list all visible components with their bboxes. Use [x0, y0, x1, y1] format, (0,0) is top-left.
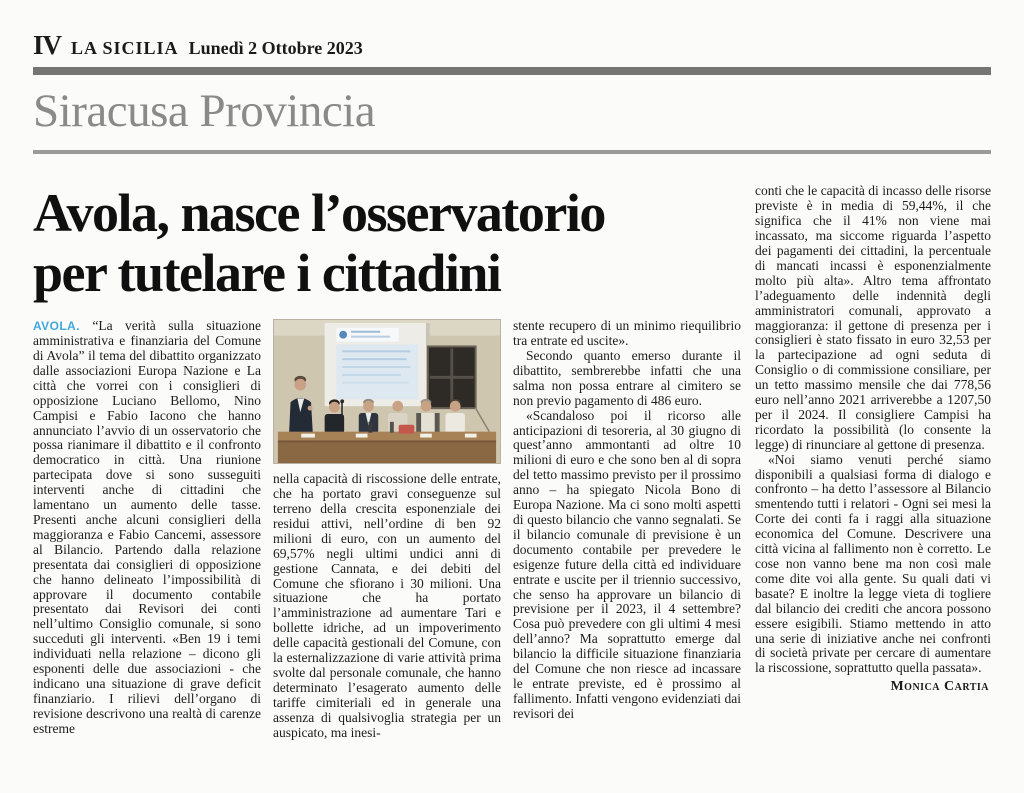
page-number: IV	[33, 30, 62, 60]
edition-date: Lunedì 2 Ottobre 2023	[188, 38, 363, 58]
article-paragraph: «Scandaloso poi il ricorso alle anticipazioni di tesoreria, al 30 giugno di quest’anno ammontanti ad oltre 10 milioni di euro e che sono ben al di sopra del tetto massimo previsto per il prossimo anno – ha spiegato Nicola Bono di Europa Nazione. Ma ci sono molti aspetti di questo bilancio che vanno segnalati. Se il bilancio comunale di previsione è un documento contabile per prevedere le esigenze future della città ed individuare entrate e uscite per il triennio successivo, che senso ha approvare un bilancio di previsione per il 2023, il 4 settembre? Cosa può prevedere con gli ultimi 4 mesi dell’anno? Ma soprattutto emerge dal bilancio la difficile situazione finanziaria del Comune che non riesce ad incassare le entrate previste, ed è prossimo al fallimento. Infatti vengono evidenziati dai revisori dei	[513, 407, 741, 721]
article-paragraph: stente recupero di un minimo riequilibrio tra entrate ed uscite».	[513, 319, 741, 349]
article-photo	[273, 319, 501, 464]
headline-line-2: per tutelare i cittadini	[33, 243, 501, 304]
article-paragraph: Secondo quanto emerso durante il dibattito, sembrerebbe infatti che una salma non possa entrare al cimitero se non previo pagamento di 486 euro.	[513, 348, 741, 408]
article-paragraph: «Noi siamo venuti perché siamo disponibili a qualsiasi forma di dialogo e confronto – ha detto l’assessore al Bilancio smentendo tutti i relatori - Ogni sei mesi la Corte dei conti fa i raggi alla situazione economica del Comune. Descrivere una città vicina al fallimento non è corretto. Le cose non vanno bene ma non così male come dite voi alla gente. Su quali dati vi basate? E inoltre la legge vieta di togliere dal bilancio dei crediti che ancora possono essere esigibili. Stiamo mettendo in atto una serie di iniziative anche nei confronti di società private per cercare di aumentare la riscossione, soprattutto quella passata».	[755, 451, 991, 676]
byline: Monica Cartia	[890, 679, 989, 695]
article-column-4	[755, 184, 991, 793]
page-header	[33, 30, 991, 61]
article	[33, 184, 991, 793]
header-divider-bar	[33, 67, 991, 75]
dateline: AVOLA.	[33, 319, 80, 334]
article-column-2	[273, 319, 501, 771]
paragraph-text: “La verità sulla situazione amministrativa e finanziaria del Comune di Avola” il tema del dibattito organizzato dalle associazioni Europa Nazione e La città che vorrei con i consiglieri di opposizione Luciano Bellomo, Nino Campisi e Fabio Iacono che hanno annunciato l’avvio di un osservatorio che possa rianimare il dibattito e il confronto democratico in città. Una riunione partecipata dove si sono susseguiti interventi anche di cittadini che lamentano un aumento delle tasse. Presenti anche alcuni consiglieri della maggioranza e Fabio Cancemi, assessore al Bilancio. Partendo dalla relazione presentata dai consiglieri di opposizione che hanno delineato l’impossibilità di approvare il documento contabile presentato dai Revisori dei conti nell’ultimo Consiglio comunale, si sono succeduti gli interventi. «Ben 19 i temi individuati nella relazione – dicono gli esponenti delle due associazioni - che indicano una situazione di grave deficit finanziario. I rilievi dell’organo di revisione descrivono una realtà di carenze estreme	[33, 319, 261, 736]
article-columns	[33, 319, 742, 771]
article-paragraph: nella capacità di riscossione delle entrate, che ha portato gravi conseguenze sul terreno della crescita esponenziale dei residui attivi, nell’ordine di ben 92 milioni di euro, con un aumento del 69,57% negli ultimi undici anni di gestione Cannata, e dei debiti del Comune che sfiorano i 30 milioni. Una situazione che ha portato l’amministrazione ad aumentare Tari e bollette idriche, ad un impoverimento delle capacità gestionali del Comune, con la esternalizzazione di varie attività prima svolte dal personale comunale, che hanno determinato l’esagerato aumento delle tariffe cimiteriali ed in generale una assenza di qualsivoglia strategia per un auspicato, ma inesi-	[273, 471, 501, 740]
meeting-photo-illustration	[274, 320, 500, 463]
article-paragraph	[33, 319, 261, 736]
article-left-block	[33, 184, 742, 793]
section-divider-rule	[33, 150, 991, 154]
article-headline	[33, 184, 742, 304]
masthead-logo: LA SICILIA	[71, 38, 179, 58]
section-title: Siracusa Provincia	[33, 85, 376, 137]
article-paragraph: conti che le capacità di incasso delle risorse previste è in media di 59,44%, il che significa che il 41% non viene mai incassato, ma siccome riguarda l’aspetto dei pagamenti dei cittadini, la percentuale di mancati incassi è esponenzialmente molto più alta». Altro tema affrontato l’adeguamento delle indennità degli amministratori comunali, approvato a maggioranza: il gettone di presenza per i consiglieri è stato fissato in euro 32,53 per la partecipazione ad ogni seduta di Consiglio o di commissione consiliare, per un tetto massimo mensile che dai 778,56 euro nell’anno 2021 arriverebbe a 1207,50 per il 2024. Il consigliere Campisi ha ricordato la possibilità (lo consente la legge) di rinunciare al gettone di presenza.	[755, 184, 991, 452]
headline-line-1: Avola, nasce l’osservatorio	[33, 183, 605, 244]
article-column-1	[33, 319, 261, 771]
article-column-3	[513, 319, 741, 771]
